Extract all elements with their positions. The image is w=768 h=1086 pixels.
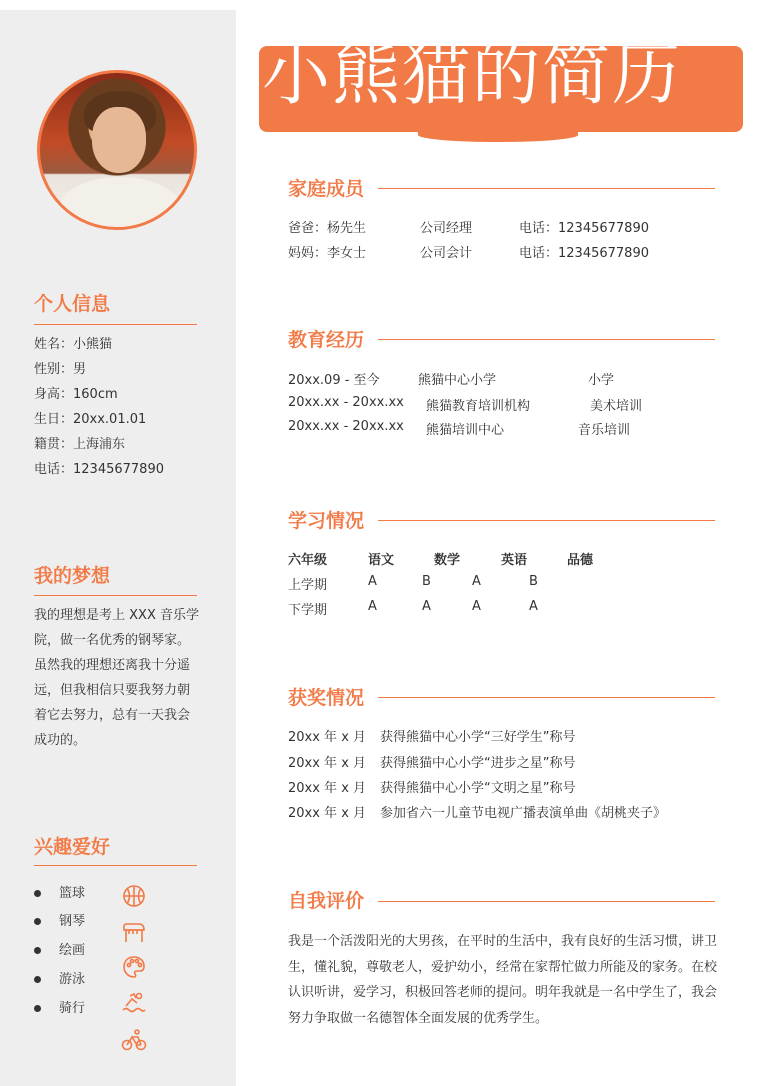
dream-heading: 我的梦想 <box>34 565 111 587</box>
award-date: 20xx 年 x 月 <box>288 756 367 771</box>
hobby-item <box>34 939 85 958</box>
education-heading: 教育经历 <box>288 329 365 351</box>
awards-rule <box>378 697 715 698</box>
study-cell: A <box>529 599 538 614</box>
personal-info-heading: 个人信息 <box>34 293 111 315</box>
edu-cell: 音乐培训 <box>578 423 631 438</box>
cycling-icon <box>121 1027 147 1053</box>
family-cell: 爸爸：杨先生 <box>288 221 367 236</box>
family-cell: 公司会计 <box>420 246 473 261</box>
award-text: 获得熊猫中心小学“进步之星”称号 <box>380 756 576 771</box>
info-phone: 电话：12345677890 <box>34 462 164 477</box>
info-name: 姓名：小熊猫 <box>34 337 113 352</box>
piano-icon <box>121 920 147 946</box>
hobby-item <box>34 997 85 1016</box>
study-header: 英语 <box>501 553 528 568</box>
edu-cell: 熊猫中心小学 <box>418 373 497 388</box>
awards-heading: 获奖情况 <box>288 687 365 709</box>
study-heading: 学习情况 <box>288 510 365 532</box>
swimming-icon <box>121 990 147 1016</box>
info-height: 身高：160cm <box>34 387 118 402</box>
study-rule <box>378 520 715 521</box>
info-hometown: 籍贯：上海浦东 <box>34 437 126 452</box>
hobby-label: 篮球 <box>59 886 86 901</box>
bullet-icon <box>34 890 41 897</box>
hobby-item <box>34 910 85 929</box>
avatar-face <box>92 107 146 173</box>
education-rule <box>378 339 715 340</box>
edu-cell: 20xx.xx - 20xx.xx <box>288 419 404 434</box>
hobby-item <box>34 968 85 987</box>
family-cell: 电话：12345677890 <box>519 221 649 236</box>
page-title: 小熊猫的简历 <box>262 36 683 115</box>
palette-icon <box>121 954 147 980</box>
avatar-shirt <box>60 177 180 230</box>
avatar <box>37 70 197 230</box>
edu-cell: 熊猫教育培训机构 <box>426 399 531 414</box>
bullet-icon <box>34 976 41 983</box>
hobbies-heading: 兴趣爱好 <box>34 836 111 858</box>
bullet-icon <box>34 918 41 925</box>
edu-cell: 20xx.xx - 20xx.xx <box>288 395 404 410</box>
hobby-label: 绘画 <box>59 943 86 958</box>
family-cell: 公司经理 <box>420 221 473 236</box>
award-text: 获得熊猫中心小学“文明之星”称号 <box>380 781 576 796</box>
study-cell: A <box>472 574 481 589</box>
family-cell: 电话：12345677890 <box>519 246 649 261</box>
edu-cell: 美术培训 <box>590 399 643 414</box>
award-date: 20xx 年 x 月 <box>288 730 367 745</box>
study-header: 品德 <box>567 553 594 568</box>
hobbies-rule <box>34 865 197 866</box>
bullet-icon <box>34 947 41 954</box>
family-rule <box>378 188 715 189</box>
bullet-icon <box>34 1005 41 1012</box>
self-eval-text: 我是一个活泼阳光的大男孩，在平时的生活中，我有良好的生活习惯，讲卫生，懂礼貌，尊敬老人，爱护幼小，经常在家帮忙做力所能及的家务。在校认识听讲，爱学习，积极回答老师的提问。明年我就是一名中学生了，我会努力争取做一名德智体全面发展的优秀学生。 <box>288 934 718 1026</box>
award-text: 获得熊猫中心小学“三好学生”称号 <box>380 730 576 745</box>
edu-cell: 熊猫培训中心 <box>426 423 505 438</box>
study-cell: A <box>422 599 431 614</box>
self-eval-heading: 自我评价 <box>288 890 365 912</box>
info-gender: 性别：男 <box>34 362 87 377</box>
basketball-icon <box>121 883 147 909</box>
dream-text: 我的理想是考上 XXX 音乐学院，做一名优秀的钢琴家。虽然我的理想还离我十分遥远，但我相信只要我努力朝着它去努力，总有一天我会成功的。 <box>34 608 199 748</box>
study-cell: 下学期 <box>288 603 328 618</box>
study-cell: A <box>472 599 481 614</box>
study-header: 语文 <box>368 553 395 568</box>
personal-info-rule <box>34 324 197 325</box>
award-date: 20xx 年 x 月 <box>288 781 367 796</box>
study-cell: B <box>422 574 431 589</box>
self-eval-rule <box>378 901 715 902</box>
award-text: 参加省六一儿童节电视广播表演单曲《胡桃夹子》 <box>380 806 667 821</box>
award-date: 20xx 年 x 月 <box>288 806 367 821</box>
banner-notch <box>418 128 578 142</box>
family-heading: 家庭成员 <box>288 178 365 200</box>
family-cell: 妈妈：李女士 <box>288 246 367 261</box>
study-cell: B <box>529 574 538 589</box>
study-cell: A <box>368 574 377 589</box>
study-cell: A <box>368 599 377 614</box>
edu-cell: 20xx.09 - 至今 <box>288 373 380 388</box>
hobby-label: 钢琴 <box>59 914 86 929</box>
hobby-label: 游泳 <box>59 972 86 987</box>
edu-cell: 小学 <box>588 373 615 388</box>
hobby-item <box>34 882 85 901</box>
hobby-label: 骑行 <box>59 1001 86 1016</box>
study-header: 数学 <box>434 553 461 568</box>
info-birthday: 生日：20xx.01.01 <box>34 412 147 427</box>
study-header: 六年级 <box>288 553 328 568</box>
dream-rule <box>34 595 197 596</box>
study-cell: 上学期 <box>288 578 328 593</box>
